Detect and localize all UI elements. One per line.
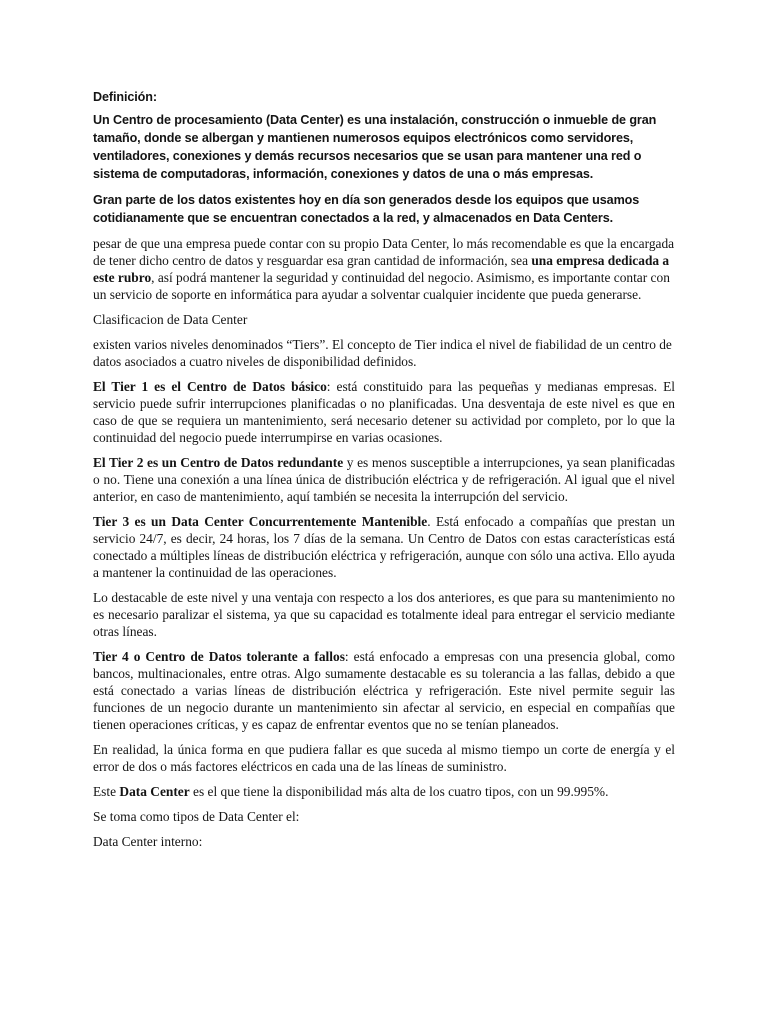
recommendation-text-start: pesar de que una empresa puede contar con su propio Data Center, lo más recomendable es que la encargada de tener dicho centro de datos y resguardar esa gran cantidad de información, sea (93, 236, 675, 268)
tier3-title: Tier 3 es un Data Center Concurrentemente Mantenible (93, 514, 428, 529)
tier4-description: : está enfocado a empresas con una presencia global, como bancos, multinacionales, entre otras. Algo sumamente destacable es su tolerancia a las fallas, debido a que está conectado a varias líneas de distribución eléctrica y refrigeración. Este nivel permite seguir las funciones de un negocio durante un mantenimiento sin afectar al servicio, en especial en compañías que tienen operaciones críticas, y es capaz de enfrentar eventos que no se tenían planeados. (93, 649, 675, 732)
tier1-description: : está constituido para las pequeñas y medianas empresas. El servicio puede sufrir interrupciones planificadas o no planificadas. Una desventaja de este nivel es que en caso de que se requiera un mantenimiento, será necesario detener su actividad por completo, por lo que la continuidad del negocio puede interrumpirse en varias ocasiones. (93, 379, 675, 445)
failure-paragraph: En realidad, la única forma en que pudiera fallar es que suceda al mismo tiempo un corte de energía y el error de dos o más factores eléctricos en cada una de las líneas de suministro. (93, 742, 675, 774)
tier2-description: y es menos susceptible a interrupciones, ya sean planificadas o no. Tiene una conexión a una línea única de distribución eléctrica y de refrigeración. Al igual que el nivel anterior, en caso de mantenimiento, aquí también se necesita la interrupción del servicio. (93, 455, 675, 504)
tier1-title: El Tier 1 es el Centro de Datos básico (93, 379, 327, 394)
classification-heading: Clasificacion de Data Center (93, 312, 248, 327)
tier4-title: Tier 4 o Centro de Datos tolerante a fallos (93, 649, 345, 664)
recommendation-bold-text: una empresa dedicada a este rubro (93, 253, 670, 285)
data-origin-paragraph: Gran parte de los datos existentes hoy en día son generados desde los equipos que usamos cotidianamente que se encuentran conectados a la red, y almacenados en Data Centers. (93, 193, 640, 225)
tiers-intro-paragraph: existen varios niveles denominados “Tiers”. El concepto de Tier indica el nivel de fiabilidad de un centro de datos asociados a cuatro niveles de disponibilidad definidos. (93, 337, 672, 369)
tier2-paragraph (93, 454, 675, 505)
internal-data-center-heading: Data Center interno: (93, 834, 203, 849)
tier4-paragraph (93, 648, 675, 733)
tier3-description: . Está enfocado a compañías que prestan un servicio 24/7, es decir, 24 horas, los 7 días de la semana. Un Centro de Datos con estas características está conectado a múltiples líneas de distribución eléctrica y refrigeración, aunque con sólo una activa. Ello ayuda a mantener la continuidad de las operaciones. (93, 514, 675, 580)
recommendation-paragraph (93, 235, 675, 303)
tier2-title: El Tier 2 es un Centro de Datos redundante (93, 455, 344, 470)
definition-paragraph: Un Centro de procesamiento (Data Center) es una instalación, construcción o inmueble de gran tamaño, donde se albergan y mantienen numerosos equipos electrónicos como servidores, ventiladores, conexiones y demás recursos necesarios que se usan para mantener una red o sistema de computadoras, información, conexiones y datos de una o más empresas. (93, 113, 657, 181)
availability-bold-text: Data Center (119, 784, 190, 799)
tier3-paragraph (93, 513, 675, 581)
tier3-advantage-paragraph: Lo destacable de este nivel y una ventaja con respecto a los dos anteriores, es que para su mantenimiento no es necesario paralizar el sistema, ya que su capacidad es totalmente ideal para entregar el servicio mediante otras líneas. (93, 590, 675, 639)
document-page (93, 88, 675, 858)
availability-text-start: Este (93, 784, 120, 799)
availability-text-end: es el que tiene la disponibilidad más alta de los cuatro tipos, con un 99.995%. (189, 784, 609, 799)
availability-paragraph (93, 783, 675, 800)
recommendation-text-end: , así podrá mantener la seguridad y continuidad del negocio. Asimismo, es importante contar con un servicio de soporte en informática para ayudar a solventar cualquier incidente que pueda generarse. (93, 270, 670, 302)
definition-heading: Definición: (93, 90, 157, 104)
tier1-paragraph (93, 378, 675, 446)
types-intro-paragraph: Se toma como tipos de Data Center el: (93, 809, 300, 824)
